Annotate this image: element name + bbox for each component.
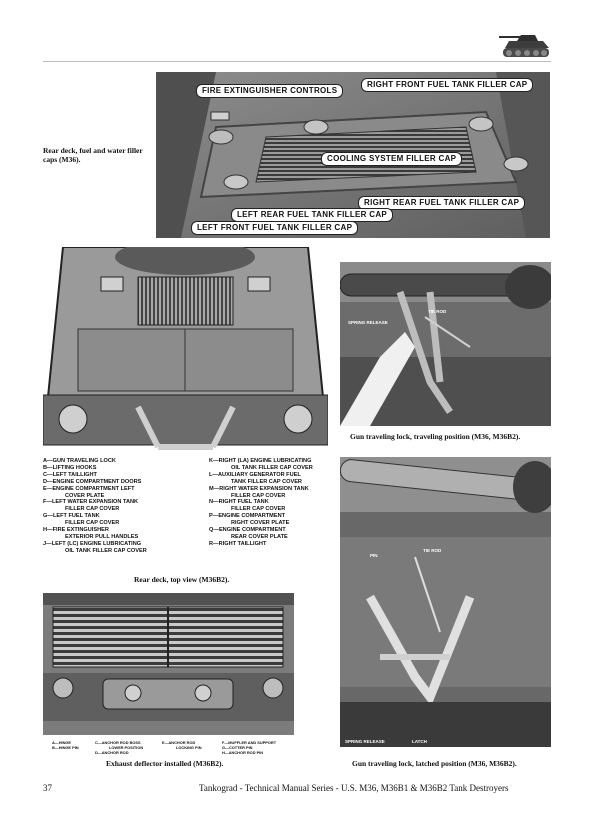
legend-item: TANK FILLER CAP COVER (231, 478, 302, 485)
legend-item: H—FIRE EXTINGUISHER (43, 527, 109, 534)
callout-fire-extinguisher-controls: FIRE EXTINGUISHER CONTROLS (196, 84, 343, 98)
legend-item: P—ENGINE COMPARTMENT (209, 513, 286, 520)
photo-exhaust-deflector (43, 593, 294, 735)
legend-item: Q—ENGINE COMPARTMENT (209, 527, 286, 534)
label-pin: PIN (370, 553, 378, 558)
caption-rear-deck-filler: Rear deck, fuel and water filler caps (M36). (43, 146, 143, 164)
caption-latched-position: Gun traveling lock, latched position (M36, M36B2). (352, 759, 517, 768)
legend-item: E—ANCHOR ROD (162, 740, 196, 745)
legend-item: F—LEFT WATER EXPANSION TANK (43, 499, 139, 506)
exhaust-deflector-illustration (43, 593, 294, 735)
legend-left-column (43, 458, 147, 555)
legend-item: C—ANCHOR ROD BOSS (95, 740, 141, 745)
legend-item: COVER PLATE (65, 492, 105, 499)
legend-item: R—RIGHT TAILLIGHT (209, 540, 267, 547)
label-spring-release: SPRING RELEASE (348, 320, 388, 325)
photo-rear-deck-filler-caps (156, 72, 550, 238)
legend-item: FILLER CAP COVER (231, 506, 286, 513)
exhaust-legend-col4 (222, 740, 276, 755)
legend-item: OIL TANK FILLER CAP COVER (65, 547, 147, 554)
callout-left-front-fuel-tank: LEFT FRONT FUEL TANK FILLER CAP (191, 221, 358, 235)
legend-item: D—ENGINE COMPARTMENT DOORS (43, 478, 142, 485)
legend-item: G—LEFT FUEL TANK (43, 513, 100, 520)
tank-logo-icon (497, 22, 555, 62)
exhaust-legend-col3 (162, 740, 202, 750)
legend-item: N—RIGHT FUEL TANK (209, 499, 269, 506)
traveling-lock-illustration (340, 262, 551, 426)
legend-item: B—HINGE PIN (52, 745, 79, 750)
legend-item: K—RIGHT (LA) ENGINE LUBRICATING (209, 458, 312, 464)
legend-item: LOWER POSITION (109, 745, 144, 750)
caption-traveling-position: Gun traveling lock, traveling position (M36, M36B2). (350, 432, 521, 441)
label-latch: LATCH (412, 739, 427, 744)
rear-deck-top-illustration (43, 247, 328, 451)
legend-item: RIGHT COVER PLATE (231, 520, 290, 527)
legend-item: F—MUFFLER AND SUPPORT (222, 740, 277, 745)
legend-item: J—LEFT (LC) ENGINE LUBRICATING (43, 540, 142, 547)
photo-gun-traveling-lock-traveling (340, 262, 551, 426)
legend-item: G—COTTER PIN (222, 745, 253, 750)
header-rule (43, 61, 551, 62)
callout-right-front-fuel-tank: RIGHT FRONT FUEL TANK FILLER CAP (361, 78, 533, 92)
legend-item: A—HINGE (52, 740, 72, 745)
label-tie-rod-latched: TIE ROD (423, 548, 442, 553)
legend-item: C—LEFT TAILLIGHT (43, 471, 97, 478)
legend-item: H—ANCHOR ROD PIN (222, 750, 264, 755)
callout-left-rear-fuel-tank: LEFT REAR FUEL TANK FILLER CAP (231, 208, 393, 222)
legend-item: L—AUXILIARY GENERATOR FUEL (209, 471, 301, 478)
latched-lock-illustration (340, 457, 551, 747)
legend-item: EXTERIOR PULL HANDLES (65, 533, 139, 540)
callout-cooling-system: COOLING SYSTEM FILLER CAP (321, 152, 462, 166)
photo-gun-traveling-lock-latched (340, 457, 551, 747)
legend-item: OIL TANK FILLER CAP COVER (231, 464, 313, 471)
caption-exhaust-deflector: Exhaust deflector installed (M36B2). (106, 759, 224, 768)
callout-right-rear-fuel-tank: RIGHT REAR FUEL TANK FILLER CAP (358, 196, 525, 210)
caption-rear-deck-top: Rear deck, top view (M36B2). (134, 575, 230, 584)
exhaust-legend-col1 (52, 740, 79, 750)
page-number: 37 (43, 783, 52, 793)
legend-item: D—ANCHOR ROD (95, 750, 129, 755)
legend-item: B—LIFTING HOOKS (43, 464, 97, 471)
legend-item: REAR COVER PLATE (231, 533, 288, 540)
legend-item: FILLER CAP COVER (65, 520, 120, 527)
legend-item: LOCKING PIN (176, 745, 202, 750)
photo-rear-deck-top-view (43, 247, 328, 451)
label-tie-rod: TIE ROD (428, 309, 447, 314)
exhaust-legend-col2 (95, 740, 143, 755)
legend-item: FILLER CAP COVER (65, 506, 120, 513)
legend-item: FILLER CAP COVER (231, 492, 286, 499)
legend-right-column (209, 458, 313, 548)
legend-item: M—RIGHT WATER EXPANSION TANK (209, 485, 309, 492)
legend-item: A—GUN TRAVELING LOCK (43, 458, 116, 464)
series-title: Tankograd - Technical Manual Series - U.S. M36, M36B1 & M36B2 Tank Destroyers (199, 783, 509, 793)
legend-item: E—ENGINE COMPARTMENT LEFT (43, 485, 135, 492)
label-spring-release-latched: SPRING RELEASE (345, 739, 385, 744)
